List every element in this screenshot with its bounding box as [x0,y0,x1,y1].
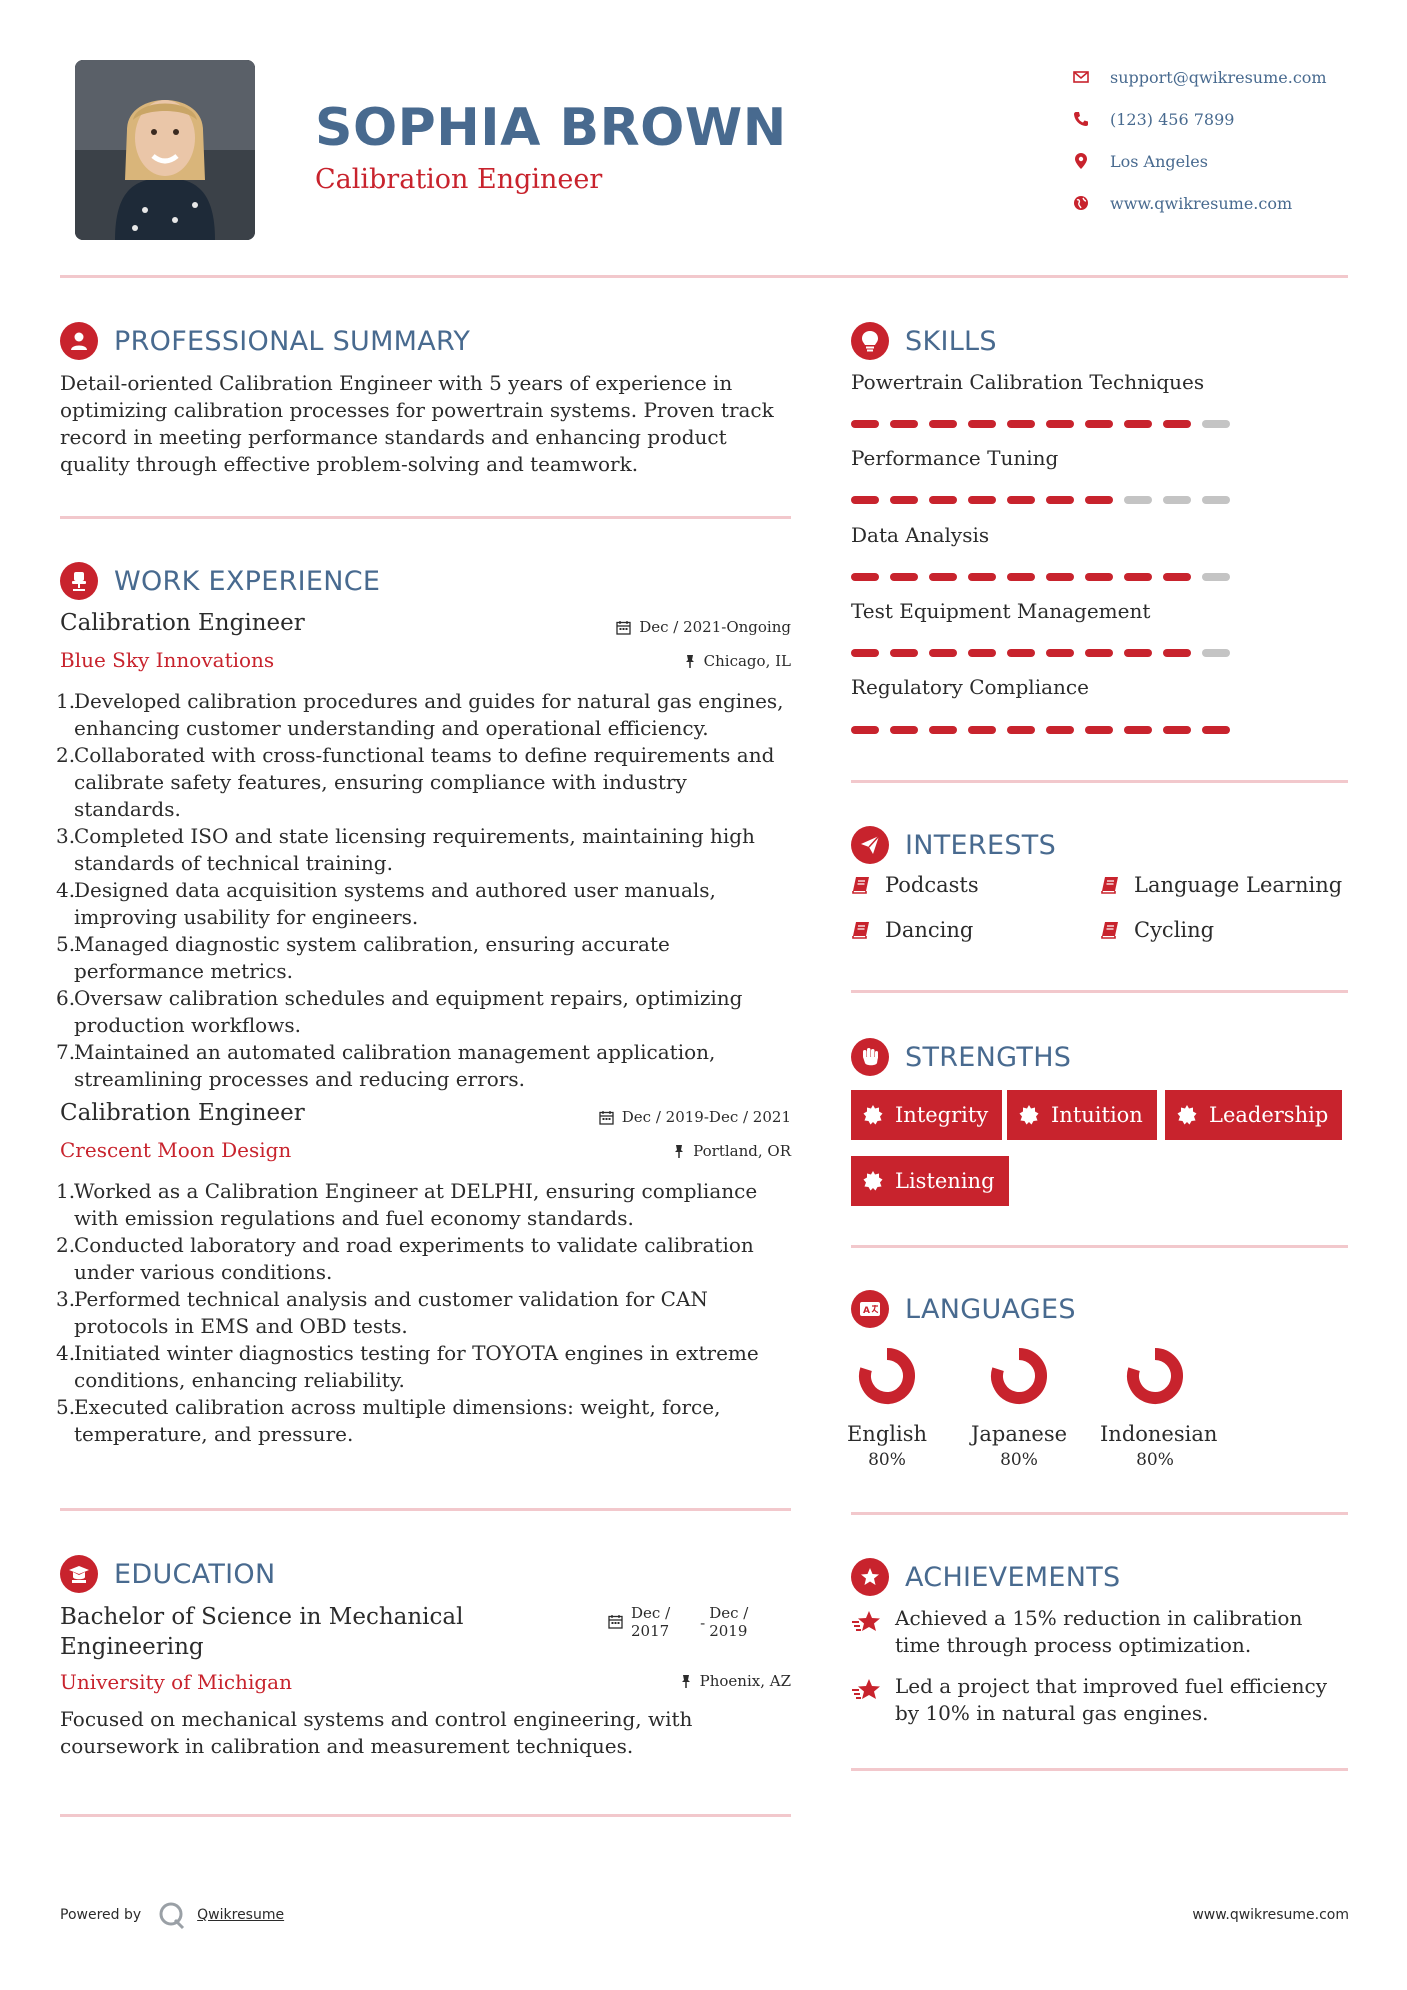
profile-photo [75,60,255,240]
book-icon [1100,875,1120,895]
job-2-location-text: Portland, OR [693,1142,791,1160]
summary-title: PROFESSIONAL SUMMARY [114,325,471,357]
calendar-icon [608,1614,623,1629]
skill-segment [1202,726,1230,734]
summary-heading [60,322,470,360]
contact-phone[interactable] [1070,98,1390,140]
achievements-title: ACHIEVEMENTS [905,1561,1121,1593]
language-name: English [846,1422,928,1446]
skill-segment [929,573,957,581]
skill-segment [968,420,996,428]
strengths-heading [851,1038,1071,1076]
badge-star-icon [863,1171,883,1191]
skill-segment [1124,420,1152,428]
job-1-company: Blue Sky Innovations [60,648,275,672]
language-japanese [964,1344,1074,1470]
language-progress-ring [987,1344,1051,1408]
strength-badge-listening: Listening [851,1156,1009,1206]
strength-badge-integrity: Integrity [851,1090,1002,1140]
skills-title: SKILLS [905,325,997,357]
education-text: Focused on mechanical systems and control engineering, with coursework in calibration and measurement techniques. [60,1707,693,1758]
language-english [832,1344,942,1470]
languages-divider [851,1512,1348,1515]
skill-label-5: Regulatory Compliance [851,675,1089,699]
pin-icon [673,1144,685,1159]
interest-item-1: Podcasts [851,873,979,897]
job-2-location [500,1142,791,1160]
languages-title: LANGUAGES [905,1293,1076,1325]
skill-label-3: Data Analysis [851,523,990,547]
skill-segment [1124,726,1152,734]
language-ring-arc [997,1354,1041,1398]
skill-segment [1007,573,1035,581]
location-pin-icon [1070,150,1092,172]
education-end: Dec / 2019 [709,1604,749,1640]
book-icon [1100,920,1120,940]
skill-label-1: Powertrain Calibration Techniques [851,370,1205,394]
candidate-role: Calibration Engineer [315,164,603,195]
education-dates [608,1604,748,1640]
skill-segment [851,726,879,734]
interests-divider [851,990,1348,993]
list-item: 2. Conducted laboratory and road experiments to validate calibration under various conditions. [56,1233,754,1284]
list-item: 4. Initiated winter diagnostics testing for TOYOTA engines in extreme conditions, enhancing reliability. [56,1341,759,1392]
qwikresume-logo-icon [155,1900,189,1930]
education-title: EDUCATION [114,1558,276,1590]
skill-segment [851,573,879,581]
skill-segment [929,420,957,428]
skill-segment [1007,649,1035,657]
skill-bar-2 [851,496,1241,504]
star-badge-icon [851,1558,889,1596]
summary-text: Detail-oriented Calibration Engineer with 5 years of experience in optimizing calibration processes for powertrain systems. Proven track record in meeting performance standards and enhancing product quality through effective problem-solving and teamwork. [60,371,774,476]
skill-segment [1046,573,1074,581]
strengths-divider [851,1245,1348,1248]
education-location [500,1672,791,1690]
language-progress-ring [1123,1344,1187,1408]
strength-badge-intuition: Intuition [1007,1090,1157,1140]
skill-bar-1 [851,420,1241,428]
education-start: Dec / 2017 [631,1604,671,1640]
interests-heading [851,826,1056,864]
achievement-item-2: Led a project that improved fuel efficiency by 10% in natural gas engines. [851,1673,1351,1727]
job-1-location [500,652,791,670]
interest-item-3: Dancing [851,918,973,942]
job-1-bullets [56,688,796,1093]
graduate-icon [60,1555,98,1593]
skills-divider [851,780,1348,783]
skill-segment [1163,649,1191,657]
footer-website[interactable]: www.qwikresume.com [1192,1907,1349,1923]
shooting-star-icon [851,1609,883,1635]
svg-text:A: A [863,1306,870,1316]
skill-label-2: Performance Tuning [851,446,1059,470]
contact-website[interactable] [1070,182,1390,224]
skill-segment [1007,496,1035,504]
contact-location [1070,140,1390,182]
skill-segment [1202,573,1230,581]
skill-bar-4 [851,649,1241,657]
candidate-name: SOPHIA BROWN [315,98,787,158]
skill-segment [1124,649,1152,657]
job-1-date [500,618,791,636]
job-2-date [500,1108,791,1126]
contact-email-text: support@qwikresume.com [1110,67,1327,87]
skill-segment [1046,726,1074,734]
fist-icon [851,1038,889,1076]
skill-label-4: Test Equipment Management [851,599,1151,623]
header-divider [60,275,1348,278]
education-divider [60,1814,791,1817]
job-2-company: Crescent Moon Design [60,1138,292,1162]
user-icon [60,322,98,360]
language-ring-arc [865,1354,909,1398]
date-separator: - [700,1614,706,1632]
list-item: 1. Developed calibration procedures and guides for natural gas engines, enhancing customer understanding and operational efficiency. [56,689,784,740]
book-icon [851,920,871,940]
skill-segment [1163,726,1191,734]
job-2-date-text: Dec / 2019-Dec / 2021 [621,1108,791,1126]
languages-heading [851,1290,1076,1328]
job-1-date-text: Dec / 2021-Ongoing [639,618,791,636]
skill-segment [890,726,918,734]
badge-star-icon [863,1105,883,1125]
contact-email[interactable] [1070,56,1390,98]
achievement-item-1: Achieved a 15% reduction in calibration time through process optimization. [851,1605,1351,1659]
skill-segment [1163,420,1191,428]
skill-segment [1124,496,1152,504]
strengths-title: STRENGTHS [905,1041,1072,1073]
language-ring-arc [1133,1354,1177,1398]
skill-segment [1046,649,1074,657]
summary-divider [60,516,791,519]
experience-heading [60,562,380,600]
list-item: 3. Completed ISO and state licensing requirements, maintaining high standards of technical training. [56,824,755,875]
skill-segment [1202,496,1230,504]
skill-segment [851,649,879,657]
job-2-title: Calibration Engineer [60,1100,305,1126]
list-item: 6. Oversaw calibration schedules and equipment repairs, optimizing production workflows. [56,986,743,1037]
list-item: 2. Collaborated with cross-functional teams to define requirements and calibrate safety features, ensuring compliance with industry standards. [56,743,775,821]
skill-segment [1202,420,1230,428]
skill-segment [929,649,957,657]
skill-segment [968,726,996,734]
skill-segment [968,573,996,581]
list-item: 1. Worked as a Calibration Engineer at DELPHI, ensuring compliance with emission regulations and fuel economy standards. [56,1179,758,1230]
calendar-icon [599,1110,614,1125]
lightbulb-icon [851,322,889,360]
skill-segment [851,496,879,504]
skill-segment [1085,649,1113,657]
skill-bar-5 [851,726,1241,734]
badge-star-icon [1019,1105,1039,1125]
education-location-text: Phoenix, AZ [699,1672,791,1690]
language-name: Japanese [970,1422,1068,1446]
list-item: 5. Executed calibration across multiple dimensions: weight, force, temperature, and pressure. [56,1395,721,1446]
skill-segment [890,496,918,504]
pin-icon [684,654,696,669]
footer-brand-link[interactable]: Qwikresume [197,1907,285,1923]
experience-title: WORK EXPERIENCE [114,565,381,597]
contact-list [1070,56,1390,224]
degree-title: Bachelor of Science in Mechanical Engineering [60,1604,464,1660]
job-1-location-text: Chicago, IL [703,652,791,670]
skill-segment [968,649,996,657]
list-item: 4. Designed data acquisition systems and authored user manuals, improving usability for engineers. [56,878,716,929]
job-1-title: Calibration Engineer [60,610,305,636]
language-indonesian [1100,1344,1218,1470]
skill-segment [1046,496,1074,504]
language-level: 80% [1136,1450,1174,1470]
skill-segment [1085,496,1113,504]
skill-segment [1163,573,1191,581]
skill-segment [929,496,957,504]
pin-icon [680,1674,692,1689]
chair-icon [60,562,98,600]
paper-plane-icon [851,826,889,864]
skill-segment [1085,726,1113,734]
skill-segment [968,496,996,504]
skill-segment [890,420,918,428]
skill-segment [929,726,957,734]
skill-segment [1085,573,1113,581]
skill-segment [890,573,918,581]
book-icon [851,875,871,895]
footer-powered-by: Powered by Qwikresume [60,1900,284,1930]
interest-item-4: Cycling [1100,918,1214,942]
calendar-icon [616,620,631,635]
skill-segment [1085,420,1113,428]
skill-segment [1007,726,1035,734]
phone-icon [1070,108,1092,130]
skill-segment [890,649,918,657]
list-item: 5. Managed diagnostic system calibration, ensuring accurate performance metrics. [56,932,670,983]
language-progress-ring [855,1344,919,1408]
contact-phone-text: (123) 456 7899 [1110,109,1235,129]
contact-website-text: www.qwikresume.com [1110,193,1293,213]
skill-bar-3 [851,573,1241,581]
skill-segment [1124,573,1152,581]
skill-segment [1163,496,1191,504]
interest-item-2: Language Learning [1100,873,1342,897]
translate-icon [851,1290,889,1328]
language-level: 80% [868,1450,906,1470]
list-item: 7. Maintained an automated calibration management application, streamlining processes and reducing errors. [56,1040,716,1091]
list-item: 3. Performed technical analysis and customer validation for CAN protocols in EMS and OBD tests. [56,1287,708,1338]
skill-segment [851,420,879,428]
skill-segment [1007,420,1035,428]
language-name: Indonesian [1100,1422,1218,1446]
interests-title: INTERESTS [905,829,1057,861]
badge-star-icon [1177,1105,1197,1125]
mail-icon [1070,66,1092,88]
globe-icon [1070,192,1092,214]
school-name: University of Michigan [60,1670,292,1694]
contact-location-text: Los Angeles [1110,151,1208,171]
job-2-bullets [56,1178,796,1448]
skill-segment [1046,420,1074,428]
skills-heading [851,322,997,360]
achievements-heading [851,1558,1121,1596]
education-heading [60,1555,275,1593]
experience-divider [60,1508,791,1511]
shooting-star-icon [851,1677,883,1703]
strength-badge-leadership: Leadership [1165,1090,1342,1140]
language-level: 80% [1000,1450,1038,1470]
skill-segment [1202,649,1230,657]
achievements-divider [851,1768,1348,1771]
